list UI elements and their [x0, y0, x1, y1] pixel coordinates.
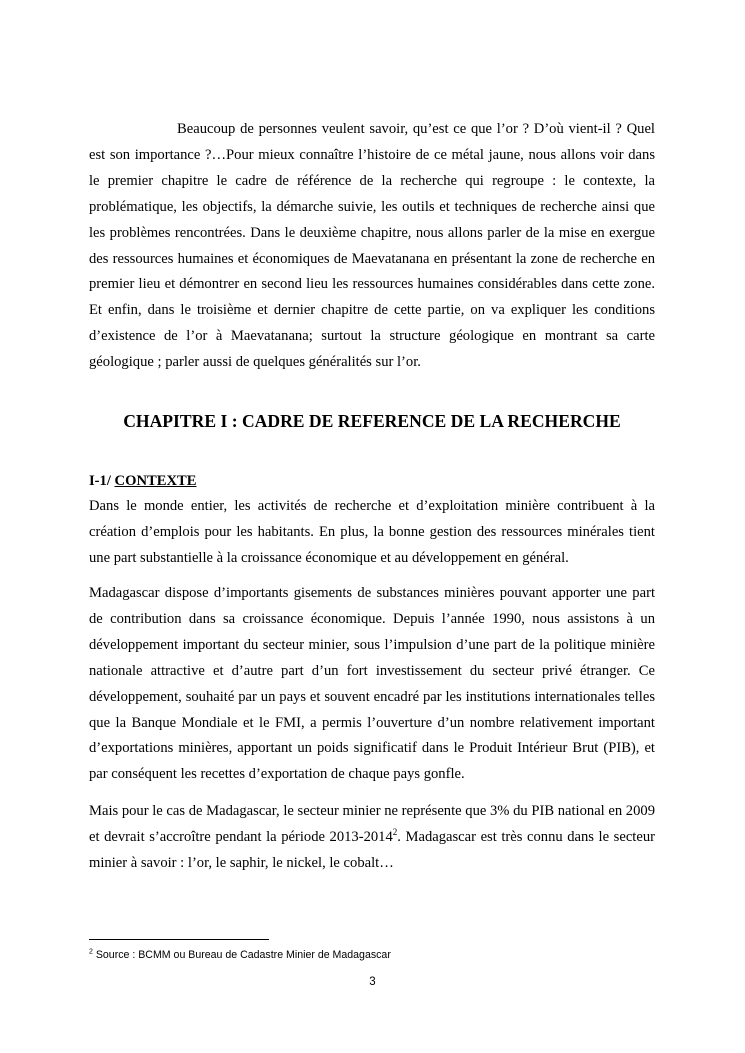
intro-paragraph: Beaucoup de personnes veulent savoir, qu’est ce que l’or ? D’où vient-il ? Quel est son importance ?…Pour mieux connaître l’histoire de ce métal jaune, nous allons voir dans le premier chapitre le cadre de référence de la recherche qui regroupe : le contexte, la problématique, les objectifs, la démarche suivie, les outils et techniques de recherche ainsi que les problèmes rencontrées. Dans le deuxième chapitre, nous allons parler de la mise en exergue des ressources humaines et économiques de Maevatanana en présentant la zone de recherche en premier lieu et démontrer en second lieu les ressources humaines considérables dans cette zone. Et enfin, dans le troisième et dernier chapitre de cette partie, on va expliquer les conditions d’existence de l’or à Maevatanana; surtout la structure géologique en montrant sa carte géologique ; parler aussi de quelques généralités sur l’or. [89, 121, 655, 371]
footnote [89, 947, 391, 963]
footnote-marker: 2 [89, 948, 93, 956]
footnote-text: Source : BCMM ou Bureau de Cadastre Minier de Madagascar [92, 949, 391, 961]
chapter-title: CHAPITRE I : CADRE DE REFERENCE DE LA RECHERCHE [123, 411, 621, 431]
section-title: CONTEXTE [114, 473, 197, 489]
context-paragraph-3 [89, 799, 655, 877]
footnote-reference: 2 [392, 827, 398, 838]
paragraph-3-text-start: Mais pour le cas de Madagascar, le secteur minier ne représente que 3% du PIB national en 2009 et devrait s’accroître pendant la période 2013-2014 [89, 803, 655, 845]
context-paragraph-2: Madagascar dispose d’importants gisements de substances minières pouvant apporter une part de contribution dans sa croissance économique. Depuis l’année 1990, nous assistons à un développement important du secteur minier, sous l’impulsion d’une part de la politique minière nationale attractive et d’autre part d’un fort investissement du secteur privé étranger. Ce développement, souhaité par un pays et souvent encadré par les institutions internationales telles que la Banque Mondiale et le FMI, a permis l’ouverture d’un nombre relativement important d’exportations minières, apportant un poids significatif dans le Produit Intérieur Brut (PIB), et par conséquent les recettes d’exportation de chaque pays gonfle. [89, 585, 655, 783]
section-heading [89, 468, 196, 494]
page-number: 3 [369, 976, 376, 988]
context-paragraph-1: Dans le monde entier, les activités de recherche et d’exploitation minière contribuent à la création d’emplois pour les habitants. En plus, la bonne gestion des ressources minérales tient une part substantielle à la croissance économique et au développement en général. [89, 498, 655, 566]
paragraph-3-text-end: . Madagascar est très connu dans le secteur minier à savoir : l’or, le saphir, le nickel, le cobalt… [89, 828, 655, 871]
section-number: I-1/ [89, 473, 115, 489]
footnote-separator [89, 939, 269, 940]
